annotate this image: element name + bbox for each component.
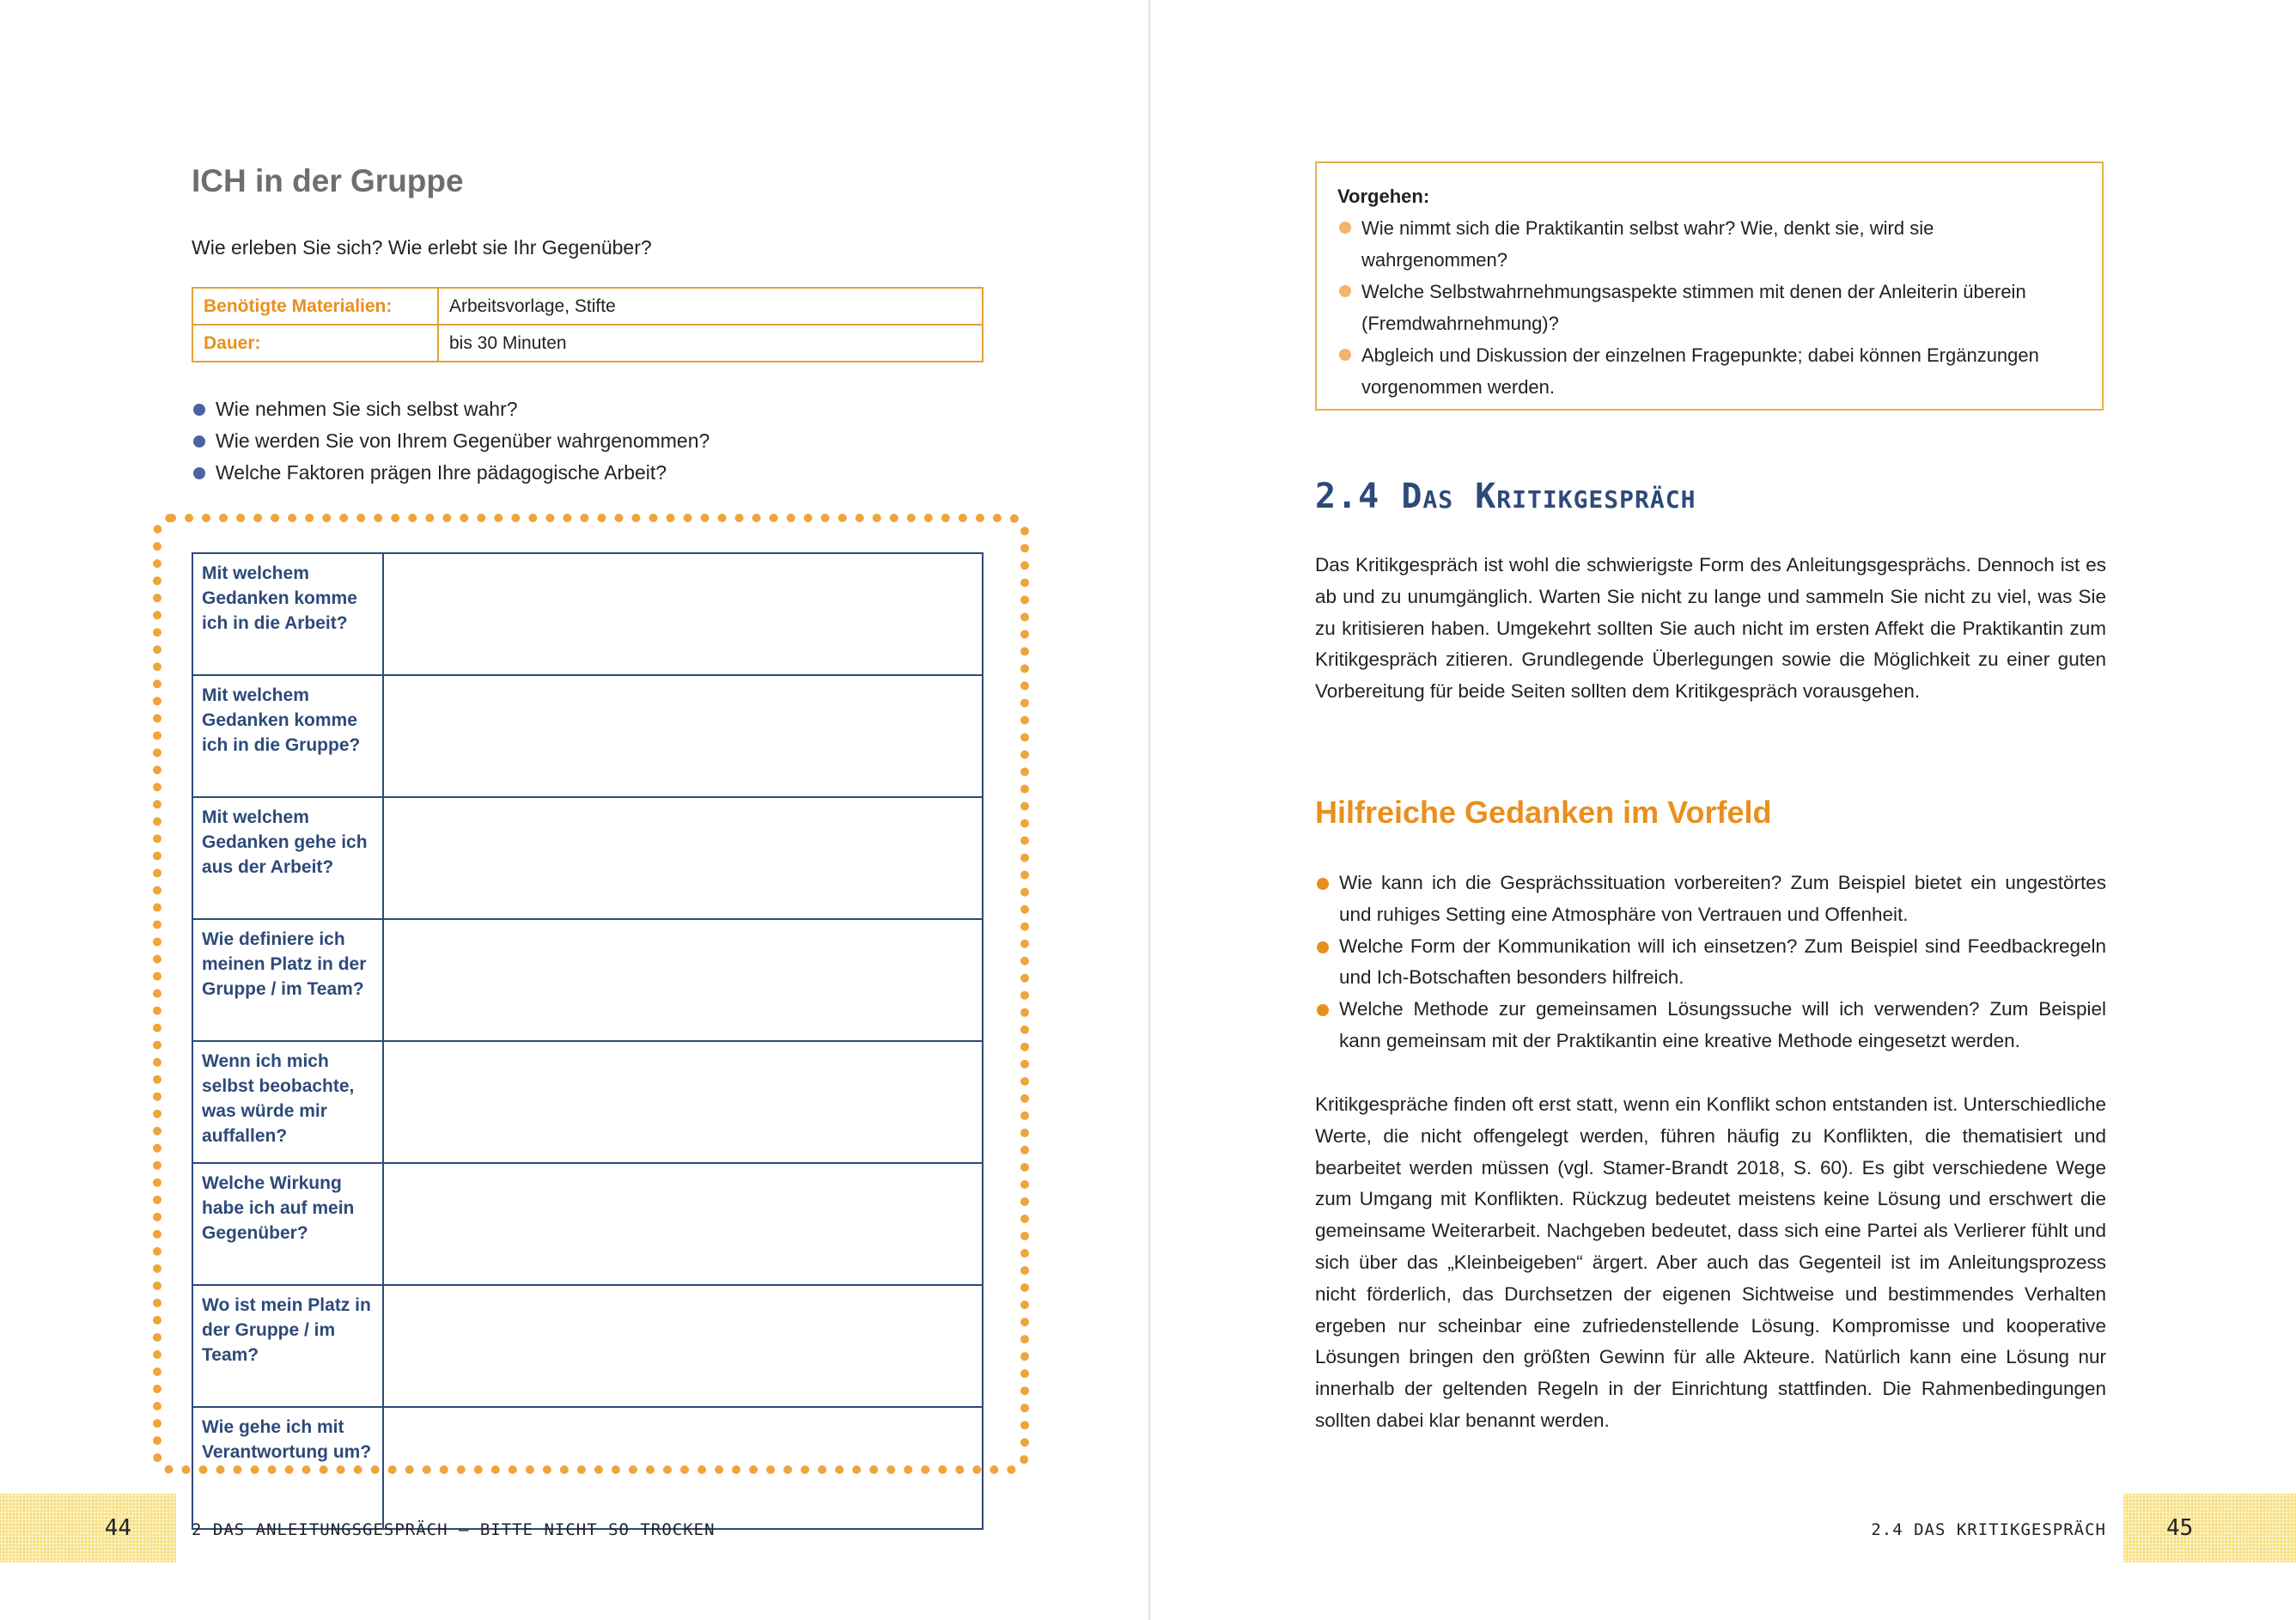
running-head-right: 2.4 DAS KRITIKGESPRÄCH — [1871, 1520, 2106, 1539]
table-row — [192, 1285, 983, 1407]
question-cell: Mit welchem Gedanken komme ich in die Arbeit? — [192, 553, 383, 675]
bullet-icon — [1339, 222, 1351, 234]
intro-paragraph: Das Kritikgespräch ist wohl die schwierigste Form des Anleitungsgesprächs. Dennoch ist es ab und zu unumgänglich. Warten Sie nicht zu lange und sammeln Sie nicht zu viel, was Sie zu kritisieren haben. Umgekehrt sollten Sie auch nicht im ersten Affekt die Praktikantin zum Kritikgespräch zitieren. Grundlegende Überlegungen sowie die Möglichkeit zu einer guten Vorbereitung für beide Seiten sollten dem Kritikgespräch vorausgehen. — [1315, 554, 2106, 703]
list-item-text: Wie werden Sie von Ihrem Gegenüber wahrgenommen? — [216, 429, 710, 452]
worksheet-subtitle: Wie erleben Sie sich? Wie erlebt sie Ihr Gegenüber? — [192, 236, 652, 259]
question-cell: Welche Wirkung habe ich auf mein Gegenüber? — [192, 1163, 383, 1285]
answer-cell[interactable] — [383, 797, 983, 919]
list-item — [192, 457, 710, 489]
materials-table — [192, 287, 984, 362]
question-cell: Wie gehe ich mit Verantwortung um? — [192, 1407, 383, 1529]
bullet-icon — [1339, 349, 1351, 361]
question-cell: Mit welchem Gedanken gehe ich aus der Arbeit? — [192, 797, 383, 919]
duration-value: bis 30 Minuten — [438, 325, 983, 362]
duration-label: Dauer: — [192, 325, 438, 362]
list-item — [1315, 868, 2106, 931]
subheading: Hilfreiche Gedanken im Vorfeld — [1315, 795, 1772, 830]
list-item — [1337, 276, 2081, 339]
bullet-icon — [193, 404, 205, 416]
worksheet-title: ICH in der Gruppe — [192, 163, 464, 198]
list-item-text: Welche Methode zur gemeinsamen Lösungssuche will ich verwenden? Zum Beispiel kann gemeinsam mit der Praktikantin eine kreative Methode eingesetzt werden. — [1339, 998, 2106, 1051]
materials-value: Arbeitsvorlage, Stifte — [438, 288, 983, 325]
procedure-heading: Vorgehen: — [1337, 186, 1430, 207]
list-item-text: Welche Selbstwahrnehmungsaspekte stimmen mit denen der Anleiterin überein (Fremdwahrnehmung)? — [1361, 281, 2026, 334]
materials-row — [192, 288, 983, 325]
list-item — [1337, 212, 2081, 276]
answer-cell[interactable] — [383, 919, 983, 1041]
body-paragraph: Kritikgespräche finden oft erst statt, wenn ein Konflikt schon entstanden ist. Unterschiedliche Werte, die nicht offengelegt werden, führen häufig zu Konflikten, die thematisiert und bearbeitet werden müssen (vgl. Stamer-Brandt 2018, S. 60). Es gibt verschiedene Wege zum Umgang mit Konflikten. Rückzug bedeutet meistens keine Lösung und erschwert die gemeinsame Weiterarbeit. Nachgeben bedeutet, dass sich eine Partei als Verlierer fühlt und sich über das „Kleinbeigeben“ ärgert. Aber auch das Gegenteil ist im Anleitungsprozess nicht förderlich, das Durchsetzen der eigenen Sichtweise und bestimmendes Verhalten ergeben nur scheinbar eine zufriedenstellende Lösung. Kompromisse und kooperative Lösungen bringen den größten Gewinn für alle Akteure. Natürlich kann eine Lösung nur innerhalb der geltenden Regeln in der Einrichtung stattfinden. Die Rahmenbedingungen sollten dabei klar benannt werden. — [1315, 1093, 2106, 1431]
answer-cell[interactable] — [383, 1285, 983, 1407]
list-item-text: Wie kann ich die Gesprächssituation vorbereiten? Zum Beispiel bietet ein ungestörtes und ruhiges Setting eine Atmosphäre von Vertrauen und Offenheit. — [1339, 872, 2106, 925]
table-row — [192, 553, 983, 675]
bullet-icon — [193, 435, 205, 448]
question-cell: Wenn ich mich selbst beobachte, was würde mir auffallen? — [192, 1041, 383, 1163]
list-item — [1315, 994, 2106, 1057]
duration-row — [192, 325, 983, 362]
bullet-icon — [1317, 941, 1329, 953]
list-item-text: Welche Form der Kommunikation will ich einsetzen? Zum Beispiel sind Feedbackregeln und Ich-Botschaften besonders hilfreich. — [1339, 935, 2106, 989]
bullet-icon — [193, 467, 205, 479]
running-head-left: 2 DAS ANLEITUNGSGESPRÄCH – BITTE NICHT SO TROCKEN — [192, 1520, 716, 1539]
table-row — [192, 675, 983, 797]
list-item-text: Wie nehmen Sie sich selbst wahr? — [216, 398, 518, 420]
list-item — [1315, 931, 2106, 995]
page-number-left: 44 — [0, 1494, 176, 1562]
answer-cell[interactable] — [383, 1407, 983, 1529]
materials-label: Benötigte Materialien: — [192, 288, 438, 325]
list-item — [1337, 339, 2081, 403]
answer-cell[interactable] — [383, 553, 983, 675]
bullet-icon — [1317, 1004, 1329, 1016]
answer-cell[interactable] — [383, 1041, 983, 1163]
question-cell: Mit welchem Gedanken komme ich in die Gruppe? — [192, 675, 383, 797]
answer-cell[interactable] — [383, 675, 983, 797]
helpful-thoughts-list — [1315, 868, 2106, 1057]
question-cell: Wie definiere ich meinen Platz in der Gruppe / im Team? — [192, 919, 383, 1041]
page-gutter — [1148, 0, 1150, 1620]
page-number-right: 45 — [2123, 1494, 2296, 1562]
answer-cell[interactable] — [383, 1163, 983, 1285]
list-item — [192, 425, 710, 457]
reflection-questions — [192, 393, 710, 489]
procedure-box — [1315, 161, 2104, 411]
question-cell: Wo ist mein Platz in der Gruppe / im Team? — [192, 1285, 383, 1407]
list-item-text: Wie nimmt sich die Praktikantin selbst wahr? Wie, denkt sie, wird sie wahrgenommen? — [1361, 217, 1934, 271]
bullet-icon — [1339, 285, 1351, 297]
list-item-text: Abgleich und Diskussion der einzelnen Fragepunkte; dabei können Ergänzungen vorgenommen werden. — [1361, 344, 2039, 398]
table-row — [192, 919, 983, 1041]
table-row — [192, 1041, 983, 1163]
table-row — [192, 1407, 983, 1529]
list-item-text: Welche Faktoren prägen Ihre pädagogische Arbeit? — [216, 461, 667, 484]
table-row — [192, 797, 983, 919]
worksheet-table — [192, 552, 984, 1530]
list-item — [192, 393, 710, 425]
bullet-icon — [1317, 878, 1329, 890]
table-row — [192, 1163, 983, 1285]
section-heading: 2.4 Das Kritikgespräch — [1315, 477, 1696, 516]
